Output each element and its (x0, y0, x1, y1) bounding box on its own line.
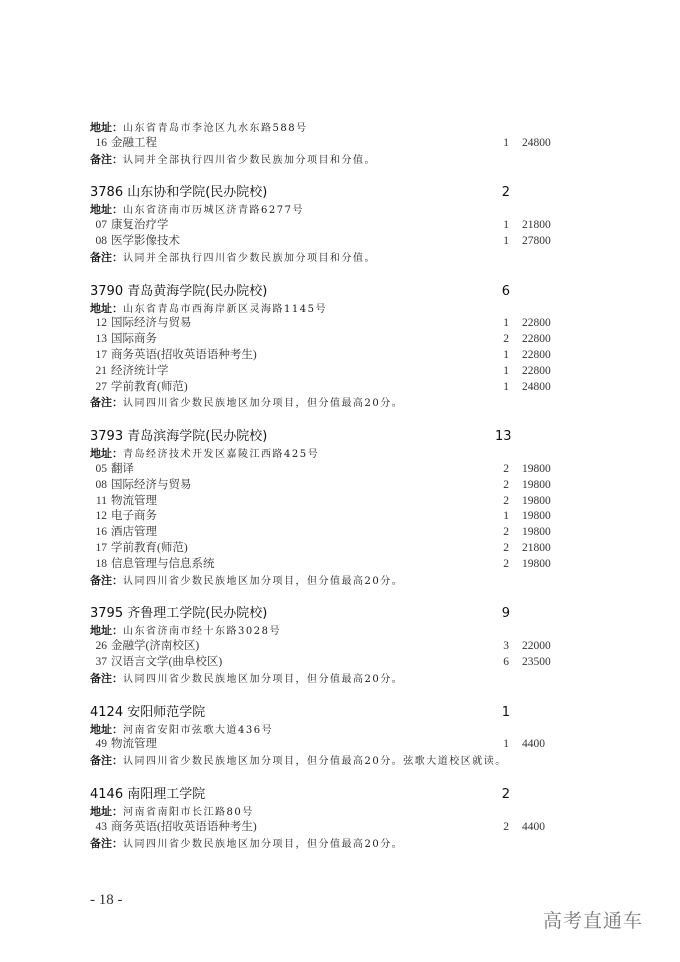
major-quota: 2 (503, 526, 509, 539)
major-row (90, 509, 570, 525)
school-header (90, 786, 570, 804)
major-name: 商务英语(招收英语语种考生) (111, 348, 257, 361)
major-quota: 1 (503, 317, 509, 330)
school-name: 齐鲁理工学院(民办院校) (127, 606, 268, 622)
school-name: 山东协和学院(民办院校) (127, 185, 268, 201)
major-code: 17 (95, 348, 107, 361)
major-fee: 21800 (522, 219, 551, 232)
major-fee: 22000 (522, 640, 551, 653)
major-fee: 24800 (522, 380, 551, 393)
major-code: 16 (95, 136, 107, 149)
document-body (90, 120, 570, 851)
major-quota: 1 (503, 510, 509, 523)
major-name: 电子商务 (111, 510, 157, 523)
school-name: 南阳理工学院 (127, 786, 206, 802)
address-line (90, 202, 570, 218)
note-line (90, 250, 570, 266)
note-line (90, 836, 570, 852)
major-row (90, 478, 570, 494)
major-quota: 2 (503, 820, 509, 833)
school-quota: 13 (495, 429, 512, 445)
major-fee: 19800 (522, 494, 551, 507)
major-name: 国际商务 (111, 333, 157, 346)
note-label: 备注： (90, 836, 123, 850)
major-quota: 2 (503, 541, 509, 554)
major-fee: 27800 (522, 234, 551, 247)
major-code: 13 (95, 333, 107, 346)
major-code: 12 (95, 510, 107, 523)
major-code: 43 (95, 820, 107, 833)
major-row (90, 541, 570, 557)
major-row (90, 639, 570, 655)
major-name: 翻译 (111, 462, 134, 475)
school-code: 3793 (90, 429, 124, 445)
major-name: 物流管理 (111, 494, 157, 507)
major-row (90, 332, 570, 348)
school-name: 安阳师范学院 (127, 704, 206, 720)
major-row (90, 557, 570, 573)
address-label: 地址： (90, 624, 123, 638)
address-label: 地址： (90, 722, 123, 736)
school-header (90, 428, 570, 446)
school-code: 3786 (90, 185, 124, 201)
note-label: 备注： (90, 671, 123, 685)
major-code: 16 (95, 526, 107, 539)
major-fee: 19800 (522, 510, 551, 523)
major-quota: 3 (503, 640, 509, 653)
major-code: 12 (95, 317, 107, 330)
address-label: 地址： (90, 301, 123, 315)
major-quota: 1 (503, 136, 509, 149)
address-label: 地址： (90, 203, 123, 217)
major-name: 信息管理与信息系统 (111, 557, 215, 570)
major-name: 酒店管理 (111, 526, 157, 539)
major-fee: 22800 (522, 333, 551, 346)
school-block (90, 786, 570, 851)
school-header (90, 704, 570, 722)
major-name: 学前教育(师范) (111, 380, 188, 393)
major-quota: 6 (503, 655, 509, 668)
page-number: - 18 - (90, 892, 123, 908)
major-row (90, 494, 570, 510)
school-code: 3790 (90, 283, 124, 299)
address-line (90, 120, 570, 136)
school-block (90, 120, 570, 167)
note-line (90, 753, 570, 769)
note-text: 认同四川省少数民族地区加分项目，但分值最高20分。 (123, 838, 404, 850)
address-text: 山东省济南市历城区济青路6277号 (123, 205, 304, 217)
major-name: 商务英语(招收英语语种考生) (111, 820, 257, 833)
note-label: 备注： (90, 396, 123, 410)
major-code: 05 (95, 462, 107, 475)
address-text: 山东省青岛市西海岸新区灵海路1145号 (123, 303, 327, 315)
note-line (90, 671, 570, 687)
note-label: 备注： (90, 250, 123, 264)
school-header (90, 283, 570, 301)
address-line (90, 301, 570, 317)
school-quota: 1 (501, 704, 510, 720)
major-row (90, 820, 570, 836)
note-text: 认同四川省少数民族地区加分项目，但分值最高20分。弦歌大道校区就读。 (123, 756, 507, 768)
major-row (90, 737, 570, 753)
school-block (90, 704, 570, 769)
major-row (90, 655, 570, 671)
school-code: 4124 (90, 704, 124, 720)
major-name: 金融学(济南校区) (111, 640, 200, 653)
major-row (90, 380, 570, 396)
major-name: 国际经济与贸易 (111, 478, 192, 491)
major-fee: 24800 (522, 136, 551, 149)
major-name: 经济统计学 (111, 364, 169, 377)
note-label: 备注： (90, 152, 123, 166)
major-fee: 22800 (522, 348, 551, 361)
address-label: 地址： (90, 121, 123, 134)
school-quota: 6 (501, 283, 510, 299)
note-text: 认同四川省少数民族地区加分项目，但分值最高20分。 (123, 575, 404, 587)
major-row (90, 234, 570, 250)
major-code: 49 (95, 738, 107, 751)
school-quota: 2 (501, 786, 510, 802)
address-line (90, 623, 570, 639)
address-text: 山东省济南市经十东路3028号 (123, 626, 281, 638)
major-code: 27 (95, 380, 107, 393)
watermark: 高考直通车 (543, 910, 644, 932)
address-text: 青岛经济技术开发区嘉陵江西路425号 (123, 449, 320, 461)
major-row (90, 462, 570, 478)
major-fee: 19800 (522, 526, 551, 539)
major-fee: 21800 (522, 541, 551, 554)
note-line (90, 573, 570, 589)
major-code: 08 (95, 234, 107, 247)
major-fee: 23500 (522, 655, 551, 668)
major-row (90, 136, 570, 152)
note-label: 备注： (90, 573, 123, 587)
note-text: 认同四川省少数民族地区加分项目，但分值最高20分。 (123, 673, 404, 685)
school-block (90, 605, 570, 686)
major-row (90, 218, 570, 234)
school-block (90, 184, 570, 265)
school-header (90, 184, 570, 202)
school-code: 3795 (90, 606, 124, 622)
address-line (90, 722, 570, 738)
major-row (90, 316, 570, 332)
major-name: 康复治疗学 (111, 219, 169, 232)
major-code: 37 (95, 655, 107, 668)
note-line (90, 152, 570, 168)
address-text: 河南省安阳市弦歌大道436号 (123, 724, 274, 736)
major-code: 17 (95, 541, 107, 554)
school-code: 4146 (90, 786, 124, 802)
major-code: 26 (95, 640, 107, 653)
address-label: 地址： (90, 804, 123, 818)
major-quota: 2 (503, 333, 509, 346)
major-name: 汉语言文学(曲阜校区) (111, 655, 223, 668)
school-name: 青岛黄海学院(民办院校) (127, 283, 268, 299)
major-quota: 1 (503, 380, 509, 393)
major-fee: 4400 (522, 738, 545, 751)
school-quota: 9 (501, 606, 510, 622)
note-text: 认同并全部执行四川省少数民族加分项目和分值。 (123, 154, 376, 166)
major-row (90, 348, 570, 364)
major-fee: 22800 (522, 364, 551, 377)
note-text: 认同四川省少数民族地区加分项目，但分值最高20分。 (123, 398, 404, 410)
school-block (90, 428, 570, 588)
school-block (90, 283, 570, 412)
major-fee: 4400 (522, 820, 545, 833)
note-line (90, 395, 570, 411)
note-label: 备注： (90, 754, 123, 768)
major-name: 国际经济与贸易 (111, 317, 192, 330)
school-name: 青岛滨海学院(民办院校) (127, 429, 268, 445)
major-quota: 1 (503, 738, 509, 751)
major-quota: 2 (503, 557, 509, 570)
major-row (90, 364, 570, 380)
address-text: 山东省青岛市李沧区九水东路588号 (123, 123, 308, 134)
major-quota: 1 (503, 219, 509, 232)
major-fee: 19800 (522, 462, 551, 475)
major-name: 医学影像技术 (111, 234, 180, 247)
major-name: 物流管理 (111, 738, 157, 751)
major-fee: 22800 (522, 317, 551, 330)
note-text: 认同并全部执行四川省少数民族加分项目和分值。 (123, 252, 376, 264)
address-line (90, 446, 570, 462)
major-quota: 2 (503, 462, 509, 475)
school-header (90, 605, 570, 623)
major-fee: 19800 (522, 557, 551, 570)
major-code: 18 (95, 557, 107, 570)
major-quota: 2 (503, 478, 509, 491)
major-quota: 1 (503, 234, 509, 247)
major-code: 08 (95, 478, 107, 491)
major-code: 21 (95, 364, 107, 377)
address-label: 地址： (90, 447, 123, 461)
major-quota: 1 (503, 348, 509, 361)
address-line (90, 804, 570, 820)
address-text: 河南省南阳市长江路80号 (123, 806, 254, 818)
major-quota: 1 (503, 364, 509, 377)
major-fee: 19800 (522, 478, 551, 491)
school-quota: 2 (501, 185, 510, 201)
major-row (90, 525, 570, 541)
major-code: 11 (95, 494, 107, 507)
major-quota: 2 (503, 494, 509, 507)
major-name: 学前教育(师范) (111, 541, 188, 554)
major-code: 07 (95, 219, 107, 232)
major-name: 金融工程 (111, 136, 157, 149)
